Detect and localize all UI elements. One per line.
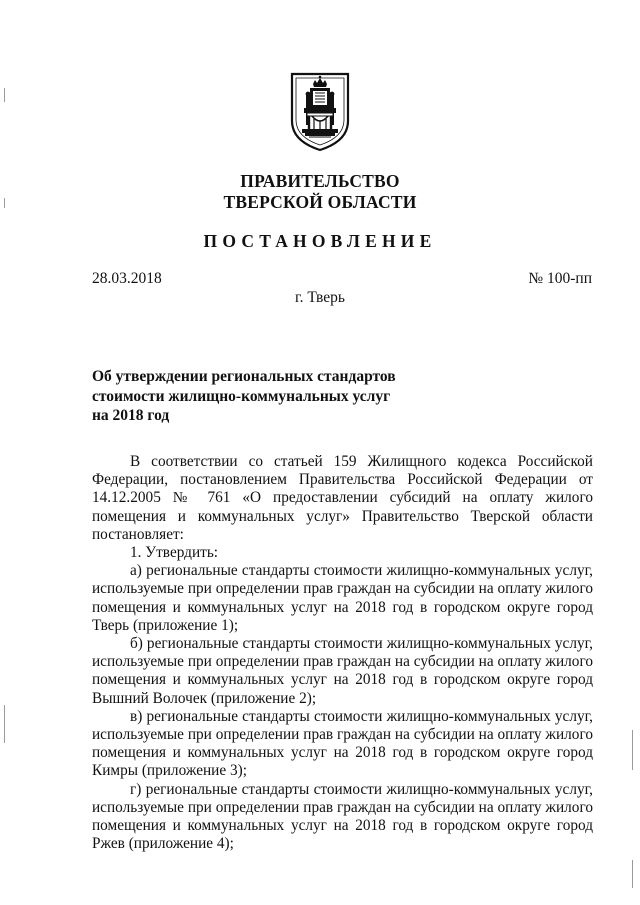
document-subject bbox=[92, 367, 396, 426]
subject-line: Об утверждении региональных стандартов bbox=[92, 368, 396, 385]
government-name-line1: ПРАВИТЕЛЬСТВО bbox=[240, 171, 400, 191]
subject-line: стоимости жилищно-коммунальных услуг bbox=[92, 387, 391, 405]
clause-1g: г) региональные стандарты стоимости жилищно-коммунальных услуг, используемые при определении прав граждан на субсидии на оплату жилого помещения и коммунальных услуг на 2018 год в городском округе город Ржев (приложение 4); bbox=[92, 780, 593, 853]
document-number: № 100-пп bbox=[528, 270, 592, 287]
government-name-line2: ТВЕРСКОЙ ОБЛАСТИ bbox=[223, 192, 417, 212]
clause-1v: в) региональные стандарты стоимости жилищно-коммунальных услуг, используемые при определении прав граждан на субсидии на оплату жилого помещения и коммунальных услуг на 2018 год в городском округе город Кимры (приложение 3); bbox=[92, 707, 593, 780]
document-body bbox=[92, 453, 593, 853]
document-type-title: ПОСТАНОВЛЕНИЕ bbox=[203, 231, 437, 251]
document-city: г. Тверь bbox=[295, 289, 345, 306]
scan-edge-mark bbox=[4, 88, 5, 102]
clause-1b: б) региональные стандарты стоимости жилищно-коммунальных услуг, используемые при определении прав граждан на субсидии на оплату жилого помещения и коммунальных услуг на 2018 год в городском округе город Вышний Волочек (приложение 2); bbox=[92, 635, 593, 707]
tver-coat-of-arms-emblem bbox=[289, 71, 351, 153]
clause-1: 1. Утвердить: bbox=[130, 544, 219, 562]
clause-1a: а) региональные стандарты стоимости жилищно-коммунальных услуг, используемые при определении прав граждан на субсидии на оплату жилого помещения и коммунальных услуг на 2018 год в городском округе город Тверь (приложение 1); bbox=[92, 562, 593, 634]
preamble-paragraph: В соответствии со статьей 159 Жилищного кодекса Российской Федерации, постановлением Правительства Российской Федерации от 14.12.2005 № 761 «О предоставлении субсидий на оплату жилого помещения и коммунальных услуг» Правительство Тверской области постановляет: bbox=[92, 453, 593, 543]
subject-line: на 2018 год bbox=[92, 407, 170, 424]
document-date: 28.03.2018 bbox=[92, 270, 162, 287]
scan-edge-mark bbox=[632, 730, 633, 770]
scan-edge-mark bbox=[632, 860, 633, 888]
scan-edge-mark bbox=[4, 705, 5, 743]
